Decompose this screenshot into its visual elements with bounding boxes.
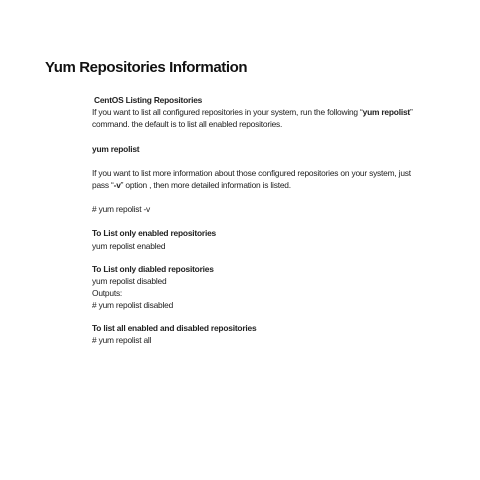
intro-line-2: command. the default is to list all enabled repositories. [92,119,283,130]
more-info-rest: ” option , then more detailed information is listed. [120,180,291,191]
disabled-output-command: # yum repolist disabled [92,300,174,311]
more-info-line-2 [92,179,422,191]
all-heading: To list all enabled and disabled repositories [92,322,257,333]
disabled-heading: To List only diabled repositories [92,263,214,274]
verbose-command: # yum repolist -v [92,204,151,215]
page-title: Yum Repositories Information [45,59,248,76]
intro-text: If you want to list all configured repositories in your system, run the following “ [92,107,363,118]
command-heading: yum repolist [92,143,140,154]
intro-line-1 [92,106,422,118]
disabled-command: yum repolist disabled [92,276,167,287]
enabled-heading: To List only enabled repositories [92,228,217,239]
outputs-label: Outputs: [92,288,123,299]
content-body [92,94,422,346]
enabled-command: yum repolist enabled [92,240,166,251]
intro-quote-close: ” [410,107,413,118]
all-command: # yum repolist all [92,334,152,345]
more-info-line-1: If you want to list more information about those configured repositories on your system, just [92,167,411,178]
verbose-flag: -v [113,180,121,191]
more-info-text: pass “ [92,180,114,191]
intro-command: yum repolist [362,107,411,118]
section-subtitle: CentOS Listing Repositories [94,95,203,105]
